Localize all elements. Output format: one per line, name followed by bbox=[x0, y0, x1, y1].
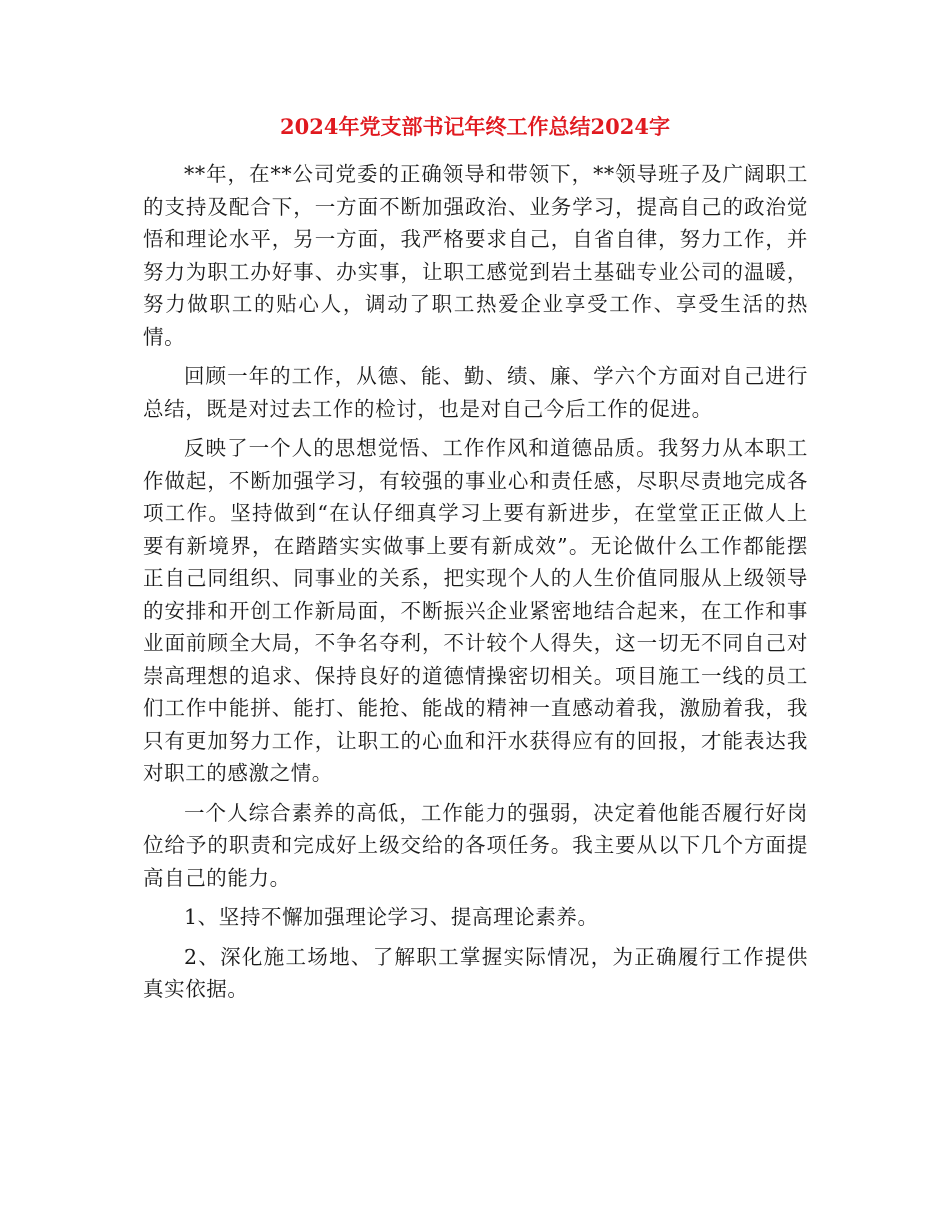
paragraph-item-2: 2、深化施工场地、了解职工掌握实际情况，为正确履行工作提供真实依据。 bbox=[143, 944, 808, 1001]
document-title: 2024年党支部书记年终工作总结2024字 bbox=[280, 114, 670, 139]
document-body bbox=[143, 158, 808, 1013]
paragraph-review: 回顾一年的工作，从德、能、勤、绩、廉、学六个方面对自己进行总结，既是对过去工作的检讨，也是对自己今后工作的促进。 bbox=[143, 364, 808, 421]
paragraph-character: 反映了一个人的思想觉悟、工作作风和道德品质。我努力从本职工作做起，不断加强学习，有较强的事业心和责任感，尽职尽责地完成各项工作。坚持做到“在认仔细真学习上要有新进步，在堂堂正正做人上要有新境界，在踏踏实实做事上要有新成效”。无论做什么工作都能摆正自己同组织、同事业的关系，把实现个人的人生价值同服从上级领导的安排和开创工作新局面，不断振兴企业紧密地结合起来，在工作和事业面前顾全大局，不争名夺利，不计较个人得失，这一切无不同自己对崇高理想的追求、保持良好的道德情操密切相关。项目施工一线的员工们工作中能拼、能打、能抢、能战的精神一直感动着我，激励着我，我只有更加努力工作，让职工的心血和汗水获得应有的回报，才能表达我对职工的感激之情。 bbox=[143, 436, 808, 785]
paragraph-item-1: 1、坚持不懈加强理论学习、提高理论素养。 bbox=[184, 905, 599, 929]
paragraph-intro: **年，在**公司党委的正确领导和带领下，**领导班子及广阔职工的支持及配合下，一方面不断加强政治、业务学习，提高自己的政治觉悟和理论水平，另一方面，我严格要求自己，自省自律，努力工作，并努力为职工办好事、办实事，让职工感觉到岩土基础专业公司的温暖，努力做职工的贴心人，调动了职工热爱企业享受工作、享受生活的热情。 bbox=[143, 162, 808, 349]
paragraph-ability: 一个人综合素养的高低，工作能力的强弱，决定着他能否履行好岗位给予的职责和完成好上级交给的各项任务。我主要从以下几个方面提高自己的能力。 bbox=[143, 800, 808, 890]
